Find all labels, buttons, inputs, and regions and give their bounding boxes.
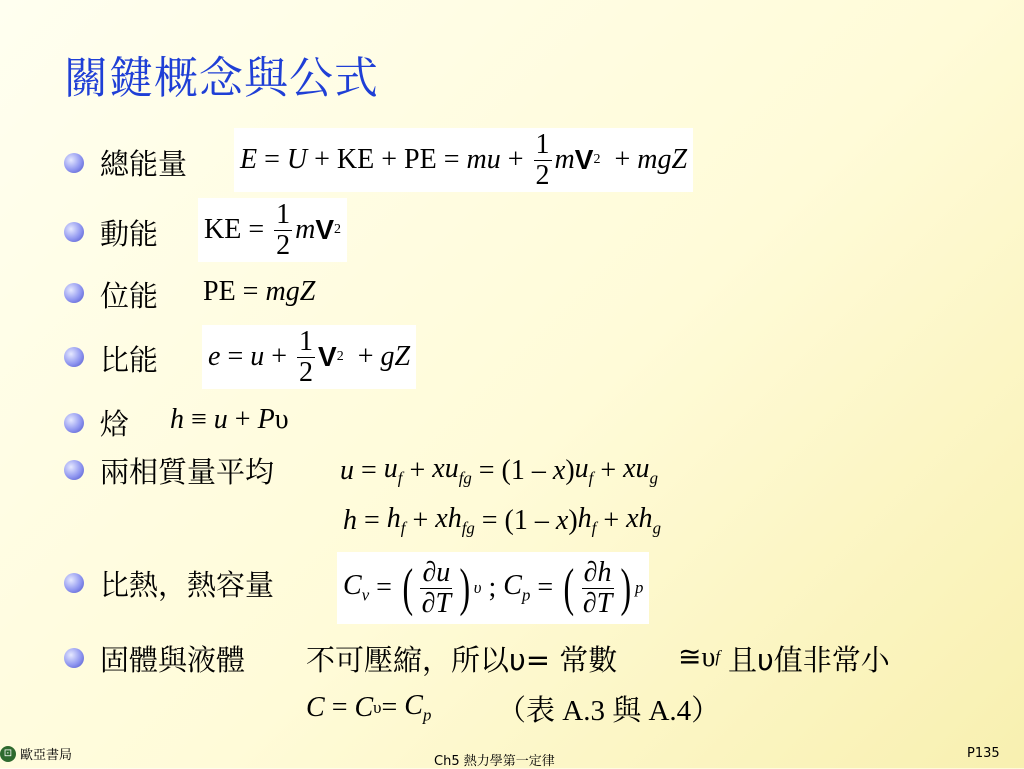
incompressible-text: 不可壓縮，所以υ= 常數 — [306, 643, 618, 677]
potential-formula: PE = mgZ — [203, 276, 316, 307]
publisher-logo-icon: ⊡ — [0, 746, 16, 762]
bullet-icon — [64, 460, 84, 480]
specific-heat-formula: $C_v$ = ( $\frac{\partial u}{\partial T}$ ) υ ; $C_p$ = ( $\frac{\partial h}{\partial T}$ ) p — [337, 552, 649, 624]
total-energy-formula: E = U + KE + PE = mu + $\frac{1}{2}$ m V 2 + mgZ — [234, 128, 693, 192]
chapter-footer: Ch5 熱力學第一定律 — [434, 754, 555, 769]
two-phase-h-formula: h = $h_f$ + $xh_{fg}$ = (1 – x ) $h_f$ + $xh_g$ — [343, 503, 661, 538]
potential-label: 位能 — [100, 279, 159, 313]
page-title: 關鍵概念與公式 — [64, 53, 379, 104]
specific-energy-label: 比能 — [100, 343, 159, 377]
bullet-icon — [64, 347, 84, 367]
total-energy-label: 總能量 — [100, 147, 188, 181]
bullet-icon — [64, 222, 84, 242]
publisher-name: 歐亞書局 — [20, 748, 73, 763]
two-phase-u-formula: u = $u_f$ + $xu_{fg}$ = (1 – x ) $u_f$ + $xu_g$ — [340, 453, 658, 488]
bullet-icon — [64, 283, 84, 303]
enthalpy-label: 焓 — [100, 407, 130, 441]
small-value-text: 且υ值非常小 — [728, 643, 890, 677]
bullet-icon — [64, 573, 84, 593]
kinetic-label: 動能 — [100, 217, 159, 251]
bullet-icon — [64, 153, 84, 173]
two-phase-label: 兩相質量平均 — [100, 455, 275, 489]
specific-energy-formula: e = u + $\frac{1}{2}$ V 2 + gZ — [202, 325, 416, 389]
approx-vf-symbol: ≅υ f — [678, 642, 720, 673]
bullet-icon — [64, 648, 84, 668]
bullet-icon — [64, 413, 84, 433]
solid-liquid-label: 固體與液體 — [100, 643, 246, 677]
page-number: P135 — [967, 746, 1000, 761]
kinetic-formula: KE = $\frac{1}{2}$ m V 2 — [198, 198, 347, 262]
specific-heat-label: 比熱，熱容量 — [100, 568, 275, 602]
publisher-footer — [0, 744, 72, 763]
enthalpy-formula: h ≡ u + P υ — [170, 404, 289, 435]
solid-liquid-formula: C = C υ = $C_p$ — [306, 690, 432, 725]
table-reference: （表 A.3 與 A.4） — [497, 695, 721, 727]
